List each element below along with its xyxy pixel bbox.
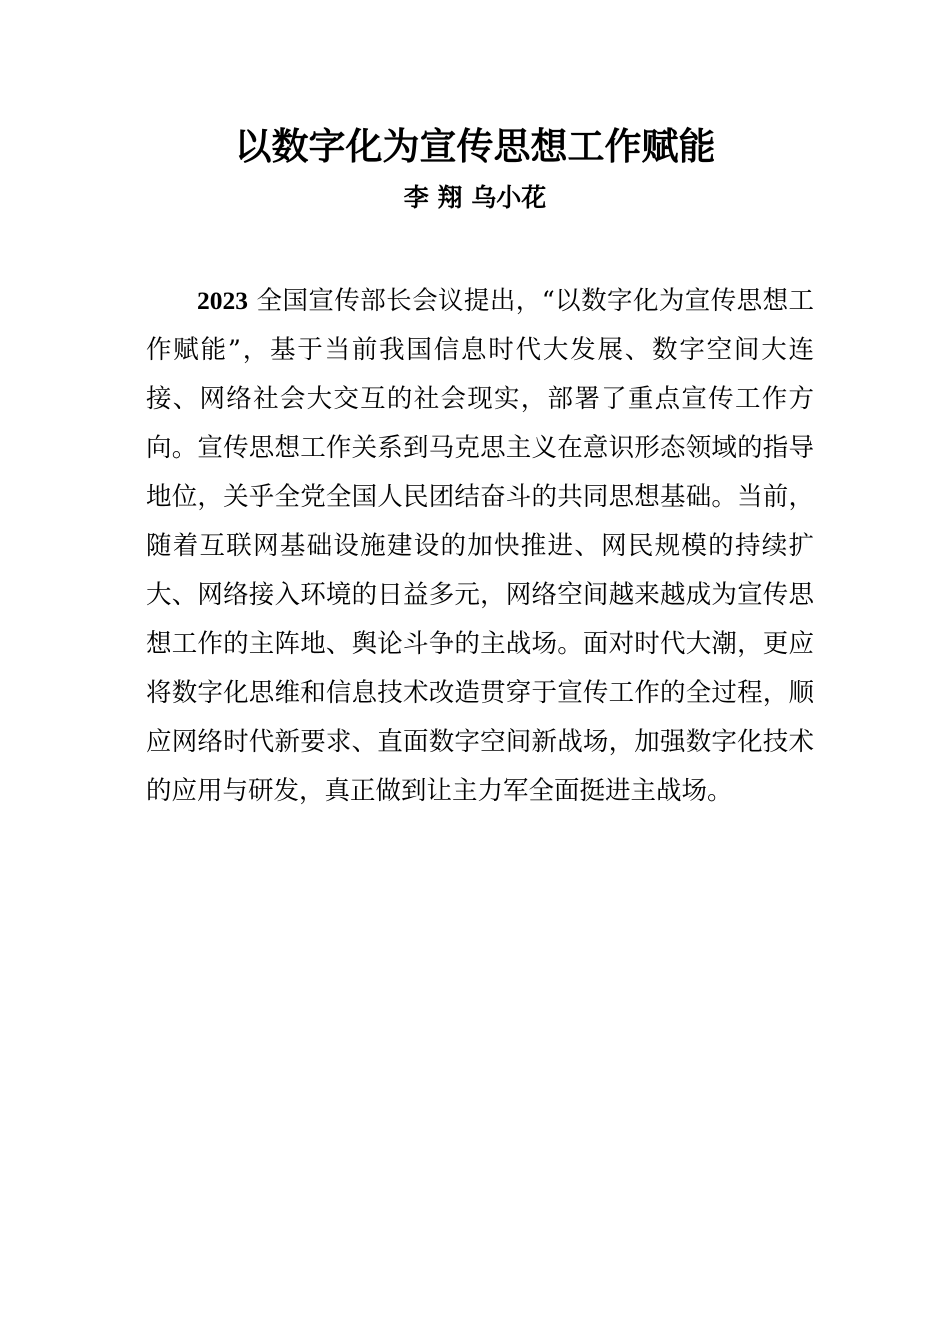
paragraph-text: 全国宣传部长会议提出，“以数字化为宣传思想工作赋能”，基于当前我国信息时代大发展、数字空间大连接、网络社会大交互的社会现实，部署了重点宣传工作方向。宣传思想工作关系到马克思主义在意识形态领域的指导地位，关乎全党全国人民团结奋斗的共同思想基础。当前，随着互联网基础设施建设的加快推进、网民规模的持续扩大、网络接入环境的日益多元，网络空间越来越成为宣传思想工作的主阵地、舆论斗争的主战场。面对时代大潮，更应将数字化思维和信息技术改造贯穿于宣传工作的全过程，顺应网络时代新要求、直面数字空间新战场，加强数字化技术的应用与研发，真正做到让主力军全面挺进主战场。 [146,286,814,806]
document-authors: 李 翔 乌小花 [403,183,547,212]
paragraph-year: 2023 [197,286,248,315]
document-title: 以数字化为宣传思想工作赋能 [234,124,716,168]
body-paragraph [146,276,814,816]
